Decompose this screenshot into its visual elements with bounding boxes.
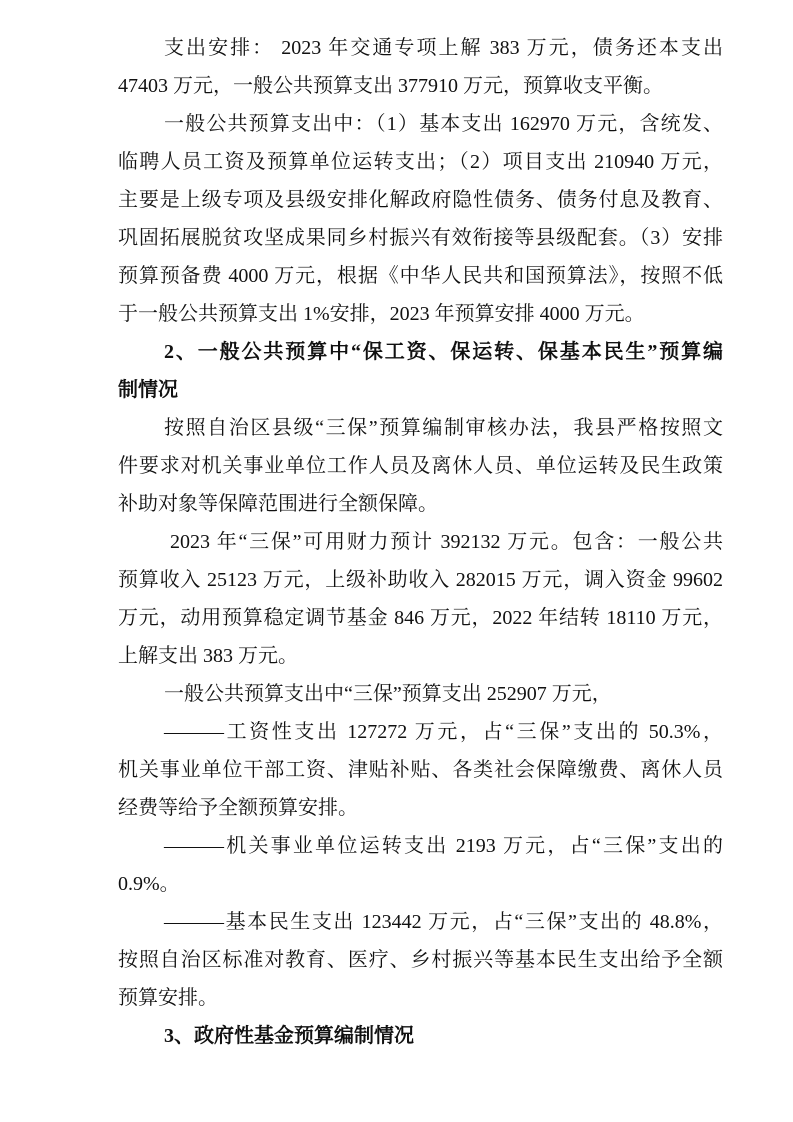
- document-page: [118, 29, 723, 1055]
- paragraph-2-line-6: 于一般公共预算支出 1%安排，2023 年预算安排 4000 万元。: [118, 303, 645, 325]
- paragraph-4: [118, 523, 723, 675]
- paragraph-4-line-3: 万元，动用预算稳定调节基金 846 万元，2022 年结转 18110 万元，: [118, 607, 723, 629]
- paragraph-8-line-2: 按照自治区标准对教育、医疗、乡村振兴等基本民生支出给予全额: [118, 949, 723, 971]
- paragraph-6: [118, 713, 723, 827]
- paragraph-1: [118, 29, 723, 105]
- paragraph-3-line-3: 补助对象等保障范围进行全额保障。: [118, 493, 438, 515]
- paragraph-3-line-1: 按照自治区县级“三保”预算编制审核办法，我县严格按照文: [164, 417, 723, 439]
- section-heading-2: [118, 333, 723, 409]
- paragraph-2-line-2: 临聘人员工资及预算单位运转支出；（2）项目支出 210940 万元，: [118, 151, 723, 173]
- paragraph-6-line-3: 经费等给予全额预算安排。: [118, 797, 358, 819]
- section-heading-2-line-1: 2、一般公共预算中“保工资、保运转、保基本民生”预算编: [164, 341, 723, 363]
- paragraph-7-line-1: ———机关事业单位运转支出 2193 万元，占“三保”支出的: [164, 835, 723, 857]
- paragraph-3: [118, 409, 723, 523]
- paragraph-7-line-2: 0.9%。: [118, 873, 180, 895]
- paragraph-2-line-1: 一般公共预算支出中：（1）基本支出 162970 万元，含统发、: [164, 113, 723, 135]
- paragraph-5-line-1: 一般公共预算支出中“三保”预算支出 252907 万元，: [164, 683, 612, 705]
- section-heading-2-line-2: 制情况: [118, 379, 178, 401]
- section-heading-3: [118, 1017, 723, 1055]
- paragraph-2-line-3: 主要是上级专项及县级安排化解政府隐性债务、债务付息及教育、: [118, 189, 723, 211]
- paragraph-7: [118, 827, 723, 903]
- paragraph-1-line-1: 支出安排： 2023 年交通专项上解 383 万元，债务还本支出: [164, 37, 723, 59]
- paragraph-4-line-4: 上解支出 383 万元。: [118, 645, 298, 667]
- paragraph-6-line-1: ———工资性支出 127272 万元，占“三保”支出的 50.3%，: [164, 721, 723, 743]
- paragraph-8-line-1: ———基本民生支出 123442 万元，占“三保”支出的 48.8%，: [164, 911, 723, 933]
- paragraph-1-line-2: 47403 万元，一般公共预算支出 377910 万元，预算收支平衡。: [118, 75, 663, 97]
- paragraph-6-line-2: 机关事业单位干部工资、津贴补贴、各类社会保障缴费、离休人员: [118, 759, 723, 781]
- paragraph-4-line-2: 预算收入 25123 万元，上级补助收入 282015 万元，调入资金 99602: [118, 569, 723, 591]
- paragraph-2: [118, 105, 723, 333]
- paragraph-5: [118, 675, 723, 713]
- paragraph-2-line-5: 预算预备费 4000 万元，根据《中华人民共和国预算法》，按照不低: [118, 265, 723, 287]
- section-heading-3-line-1: 3、政府性基金预算编制情况: [164, 1025, 414, 1047]
- paragraph-8-line-3: 预算安排。: [118, 987, 218, 1009]
- paragraph-2-line-4: 巩固拓展脱贫攻坚成果同乡村振兴有效衔接等县级配套。（3）安排: [118, 227, 723, 249]
- paragraph-8: [118, 903, 723, 1017]
- paragraph-3-line-2: 件要求对机关事业单位工作人员及离休人员、单位运转及民生政策: [118, 455, 723, 477]
- paragraph-4-line-1: 2023 年“三保”可用财力预计 392132 万元。包含：一般公共: [170, 531, 723, 553]
